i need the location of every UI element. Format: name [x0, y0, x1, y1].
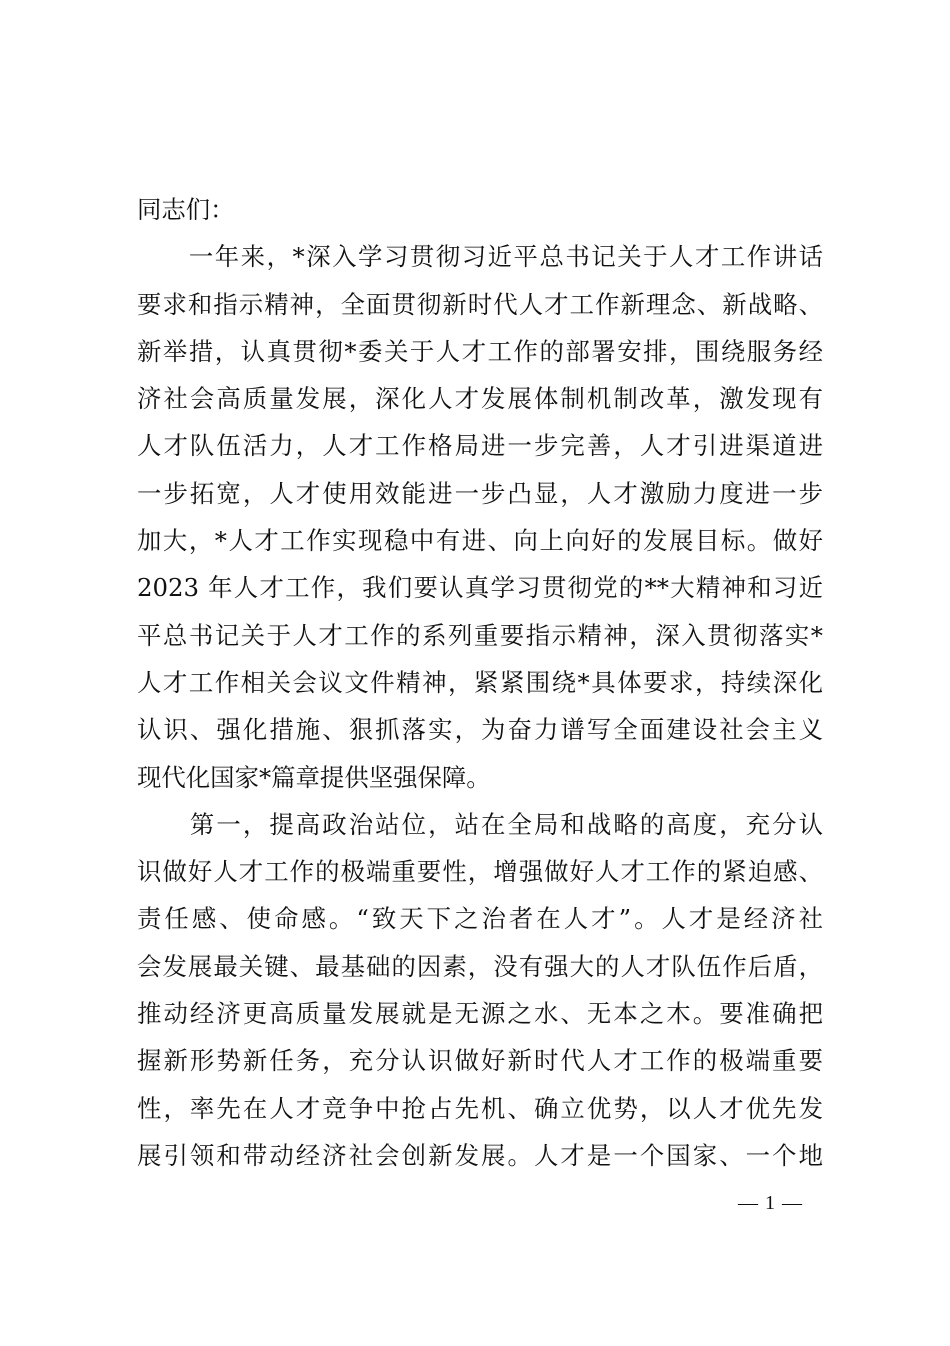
page-number: — 1 — — [738, 1192, 803, 1214]
text-line: 加大，*人才工作实现稳中有进、向上向好的发展目标。做好 — [137, 526, 823, 556]
text-line: 握新形势新任务，充分认识做好新时代人才工作的极端重要 — [137, 1046, 823, 1076]
text-line: 识做好人才工作的极端重要性，增强做好人才工作的紧迫感、 — [137, 857, 823, 887]
text-line: 要求和指示精神，全面贯彻新时代人才工作新理念、新战略、 — [137, 289, 823, 319]
text-line: 一年来，*深入学习贯彻习近平总书记关于人才工作讲话 — [137, 242, 823, 272]
text-line: 展引领和带动经济社会创新发展。人才是一个国家、一个地 — [137, 1140, 823, 1170]
text-line: 性，率先在人才竞争中抢占先机、确立优势，以人才优先发 — [137, 1093, 823, 1123]
text-line: 会发展最关键、最基础的因素，没有强大的人才队伍作后盾， — [137, 951, 823, 981]
text-line: 平总书记关于人才工作的系列重要指示精神，深入贯彻落实* — [137, 620, 823, 650]
text-line: 人才工作相关会议文件精神，紧紧围绕*具体要求，持续深化 — [137, 667, 823, 697]
document-body — [137, 186, 823, 1179]
text-line: 济社会高质量发展，深化人才发展体制机制改革，激发现有 — [137, 384, 823, 414]
salutation-line: 同志们： — [137, 195, 235, 224]
text-line: 推动经济更高质量发展就是无源之水、无本之木。要准确把 — [137, 999, 823, 1029]
text-line: 第一，提高政治站位，站在全局和战略的高度，充分认 — [137, 809, 823, 839]
text-line: 现代化国家*篇章提供坚强保障。 — [137, 762, 491, 792]
text-line: 责任感、使命感。“致天下之治者在人才”。人才是经济社 — [137, 904, 823, 934]
text-line: 认识、强化措施、狠抓落实，为奋力谱写全面建设社会主义 — [137, 715, 823, 745]
text-line: 人才队伍活力，人才工作格局进一步完善，人才引进渠道进 — [137, 431, 823, 461]
text-line: 新举措，认真贯彻*委关于人才工作的部署安排，围绕服务经 — [137, 336, 823, 366]
text-line: 2023 年人才工作，我们要认真学习贯彻党的**大精神和习近 — [137, 573, 823, 603]
text-line: 一步拓宽，人才使用效能进一步凸显，人才激励力度进一步 — [137, 478, 823, 508]
